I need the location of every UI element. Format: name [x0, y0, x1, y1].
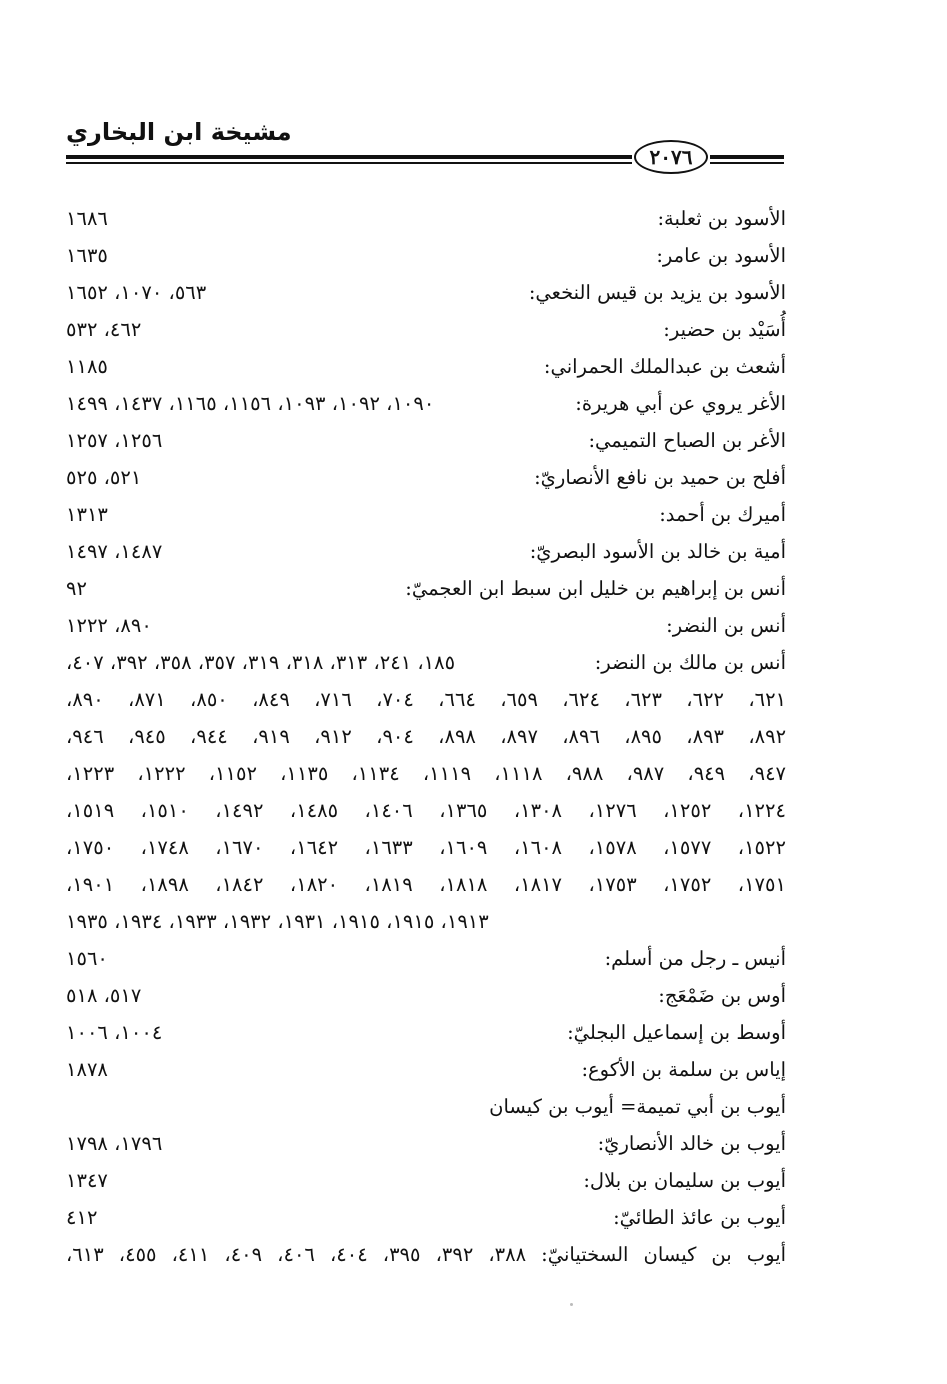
entry-name: إياس بن سلمة بن الأكوع: [581, 1058, 786, 1081]
entry-name: الأغر بن الصباح التميمي: [588, 429, 786, 452]
index-entry-last [66, 1236, 786, 1273]
entry-refs: ٨٩٠، ١٢٢٢ [66, 614, 152, 637]
book-title: مشيخة ابن البخاري [66, 118, 292, 146]
index-entry [66, 977, 786, 1014]
index-entry [66, 274, 786, 311]
entry-name: أمية بن خالد بن الأسود البصريّ: [529, 540, 786, 563]
index-entry [66, 607, 786, 644]
entry-refs: ١٠٠٤، ١٠٠٦ [66, 1021, 163, 1044]
entry-refs: ١٥٦٠ [66, 947, 108, 970]
entry-refs: ١٨٧٨ [66, 1058, 108, 1081]
entry-name: أنس بن مالك بن النضر: [594, 651, 786, 674]
entry-refs: ١١٨٥ [66, 355, 108, 378]
entry-name: الأغر يروي عن أبي هريرة: [575, 392, 786, 415]
index-entry [66, 348, 786, 385]
entry-refs: ٥٢١، ٥٢٥ [66, 466, 142, 489]
entry-name: أيوب بن عائذ الطائيّ: [613, 1206, 786, 1229]
entry-name: أوس بن ضَمْعَج: [658, 984, 786, 1007]
continuation-line [66, 829, 786, 866]
continuation-line [66, 755, 786, 792]
index-entry [66, 940, 786, 977]
continuation-refs: ١٥٢٢، ١٥٧٧، ١٥٧٨، ١٦٠٨، ١٦٠٩، ١٦٣٣، ١٦٤٢، ١٦٧٠، ١٧٤٨، ١٧٥٠، [66, 836, 786, 859]
index-entry [66, 237, 786, 274]
index-entry [66, 570, 786, 607]
continuation-line [66, 866, 786, 903]
index-entry [66, 1199, 786, 1236]
entry-refs: ٩٢ [66, 577, 87, 600]
entry-refs: ١٦٨٦ [66, 207, 108, 230]
continuation-line [66, 792, 786, 829]
continuation-refs: ١٩١٣، ١٩١٥، ١٩١٥، ١٩٣١، ١٩٣٢، ١٩٣٣، ١٩٣٤، ١٩٣٥ [66, 910, 489, 933]
entry-name: الأسود بن يزيد بن قيس النخعي: [528, 281, 786, 304]
entry-refs: ١٣١٣ [66, 503, 108, 526]
index-entry [66, 422, 786, 459]
entry-refs: ١٣٤٧ [66, 1169, 108, 1192]
page-number: ٢٠٧٦ [634, 140, 708, 174]
continuation-refs: ١٧٥١، ١٧٥٢، ١٧٥٣، ١٨١٧، ١٨١٨، ١٨١٩، ١٨٢٠، ١٨٤٢، ١٨٩٨، ١٩٠١، [66, 873, 786, 896]
index-entry [66, 311, 786, 348]
index-entry [66, 459, 786, 496]
entry-refs: ١٧٩٦، ١٧٩٨ [66, 1132, 163, 1155]
continuation-refs: ٨٩٢، ٨٩٣، ٨٩٥، ٨٩٦، ٨٩٧، ٨٩٨، ٩٠٤، ٩١٢، ٩١٩، ٩٤٤، ٩٤٥، ٩٤٦، [66, 725, 787, 748]
entry-name: الأسود بن ثعلبة: [657, 207, 786, 230]
entry-name: أيوب بن سليمان بن بلال: [583, 1169, 786, 1192]
entry-name: الأسود بن عامر: [656, 244, 786, 267]
continuation-line [66, 718, 786, 755]
index-entry [66, 1125, 786, 1162]
entry-refs: ١٨٥، ٢٤١، ٣١٣، ٣١٨، ٣١٩، ٣٥٧، ٣٥٨، ٣٩٢، ٤٠٧، [66, 651, 456, 674]
entry-name: أفلح بن حميد بن نافع الأنصاريّ: [534, 466, 786, 489]
entry-refs: ١٠٩٠، ١٠٩٢، ١٠٩٣، ١١٥٦، ١١٦٥، ١٤٣٧، ١٤٩٩ [66, 392, 435, 415]
entry-name: أُسَيْد بن حضير: [663, 318, 786, 341]
entry-name: أنس بن النضر: [666, 614, 786, 637]
entry-refs: ٥١٧، ٥١٨ [66, 984, 142, 1007]
index-entry [66, 1088, 786, 1125]
entry-name: أنيس ـ رجل من أسلم: [604, 947, 786, 970]
header-rule-right-thin [710, 162, 784, 164]
header-rule-thick [66, 155, 632, 159]
continuation-refs: ١٢٢٤، ١٢٥٢، ١٢٧٦، ١٣٠٨، ١٣٦٥، ١٤٠٦، ١٤٨٥، ١٤٩٢، ١٥١٠، ١٥١٩، [66, 799, 786, 822]
entry-name: أنس بن إبراهيم بن خليل ابن سبط ابن العجميّ: [405, 577, 786, 600]
continuation-line [66, 903, 786, 940]
index-entry [66, 644, 786, 681]
entry-refs: ١٦٣٥ [66, 244, 108, 267]
entry-name: أيوب بن أبي تميمة= أيوب بن كيسان [489, 1095, 786, 1118]
index-entry [66, 200, 786, 237]
continuation-refs: ٩٤٧، ٩٤٩، ٩٨٧، ٩٨٨، ١١١٨، ١١١٩، ١١٣٤، ١١٣٥، ١١٥٢، ١٢٢٢، ١٢٢٣، [66, 762, 787, 785]
header-rule-thin [66, 162, 632, 164]
entry-refs: ١٢٥٦، ١٢٥٧ [66, 429, 163, 452]
entry-refs: ٥٦٣، ١٠٧٠، ١٦٥٢ [66, 281, 207, 304]
index-entry [66, 1051, 786, 1088]
entry-refs: ٤٦٢، ٥٣٢ [66, 318, 142, 341]
entry-name: أيوب بن خالد الأنصاريّ: [597, 1132, 786, 1155]
continuation-refs: ٦٢١، ٦٢٢، ٦٢٣، ٦٢٤، ٦٥٩، ٦٦٤، ٧٠٤، ٧١٦، ٨٤٩، ٨٥٠، ٨٧١، ٨٩٠، [66, 688, 787, 711]
entry-name: أميرك بن أحمد: [659, 503, 786, 526]
entry-full-line: أيوب بن كيسان السختيانيّ: ٣٨٨، ٣٩٢، ٣٩٥، ٤٠٤، ٤٠٦، ٤٠٩، ٤١١، ٤٥٥، ٦١٣، [66, 1243, 787, 1266]
entry-name: أشعث بن عبدالملك الحمراني: [543, 355, 786, 378]
index-entry [66, 385, 786, 422]
index-entry [66, 533, 786, 570]
header-rule-right-thick [710, 155, 784, 159]
index-entries [66, 200, 786, 1273]
continuation-line [66, 681, 786, 718]
page-header [66, 118, 784, 178]
entry-name: أوسط بن إسماعيل البجليّ: [567, 1021, 786, 1044]
entry-refs: ١٤٨٧، ١٤٩٧ [66, 540, 163, 563]
index-entry [66, 1014, 786, 1051]
index-entry [66, 1162, 786, 1199]
scan-speck [570, 1303, 573, 1306]
index-entry [66, 496, 786, 533]
entry-refs: ٤١٢ [66, 1206, 98, 1229]
